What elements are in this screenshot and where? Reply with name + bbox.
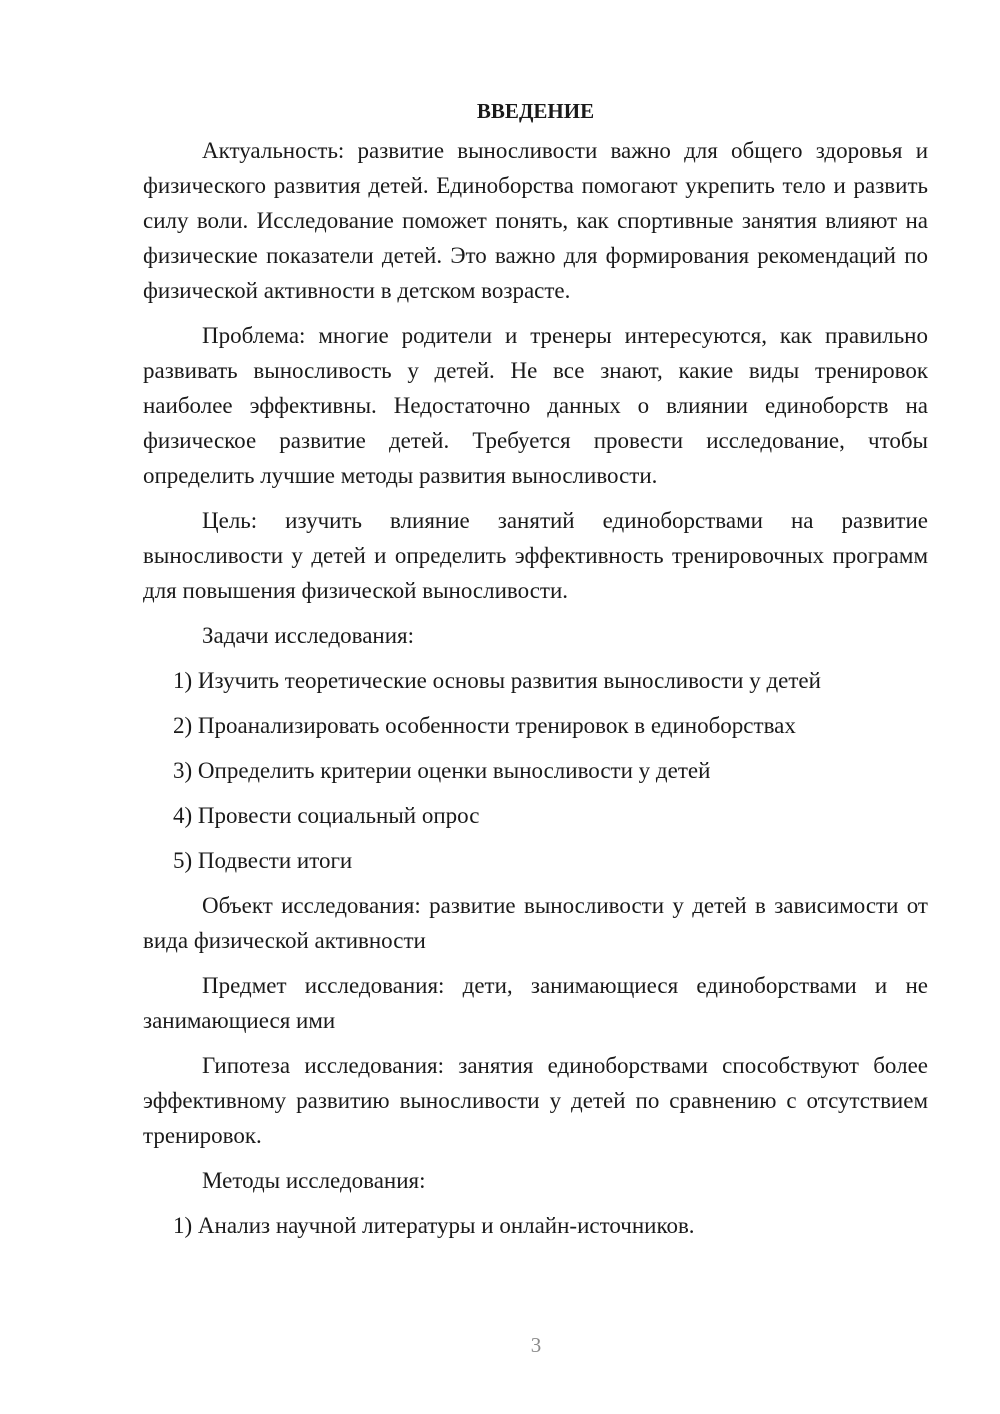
paragraph-object: Объект исследования: развитие выносливости у детей в зависимости от вида физической активности [143,893,928,953]
methods-list [143,1208,928,1243]
list-item: 1) Изучить теоретические основы развития выносливости у детей [173,668,821,693]
list-item: 1) Анализ научной литературы и онлайн-источников. [173,1213,695,1238]
tasks-list [143,663,928,878]
list-item: 3) Определить критерии оценки выносливости у детей [173,758,711,783]
list-item: 4) Провести социальный опрос [173,803,480,828]
list-item: 2) Проанализировать особенности тренировок в единоборствах [173,713,796,738]
paragraph-subject: Предмет исследования: дети, занимающиеся единоборствами и не занимающиеся ими [143,973,928,1033]
page-title: ВВЕДЕНИЕ [476,99,595,123]
tasks-heading: Задачи исследования: [202,623,415,648]
paragraph-relevance: Актуальность: развитие выносливости важно для общего здоровья и физического развития детей. Единоборства помогают укрепить тело и развить силу воли. Исследование поможет понять, как спортивные занятия влияют на физические показатели детей. Это важно для формирования рекомендаций по физической активности в детском возрасте. [143,138,928,303]
page-content [143,96,928,1253]
list-item: 5) Подвести итоги [173,848,353,873]
paragraph-goal: Цель: изучить влияние занятий единоборствами на развитие выносливости у детей и определить эффективность тренировочных программ для повышения физической выносливости. [143,508,928,603]
page-number: 3 [530,1333,542,1357]
paragraph-hypothesis: Гипотеза исследования: занятия единоборствами способствуют более эффективному развитию выносливости у детей по сравнению с отсутствием тренировок. [143,1053,928,1148]
paragraph-problem: Проблема: многие родители и тренеры интересуются, как правильно развивать выносливость у детей. Не все знают, какие виды тренировок наиболее эффективны. Недостаточно данных о влиянии единоборств на физическое развитие детей. Требуется провести исследование, чтобы определить лучшие методы развития выносливости. [143,323,928,488]
methods-heading: Методы исследования: [202,1168,426,1193]
